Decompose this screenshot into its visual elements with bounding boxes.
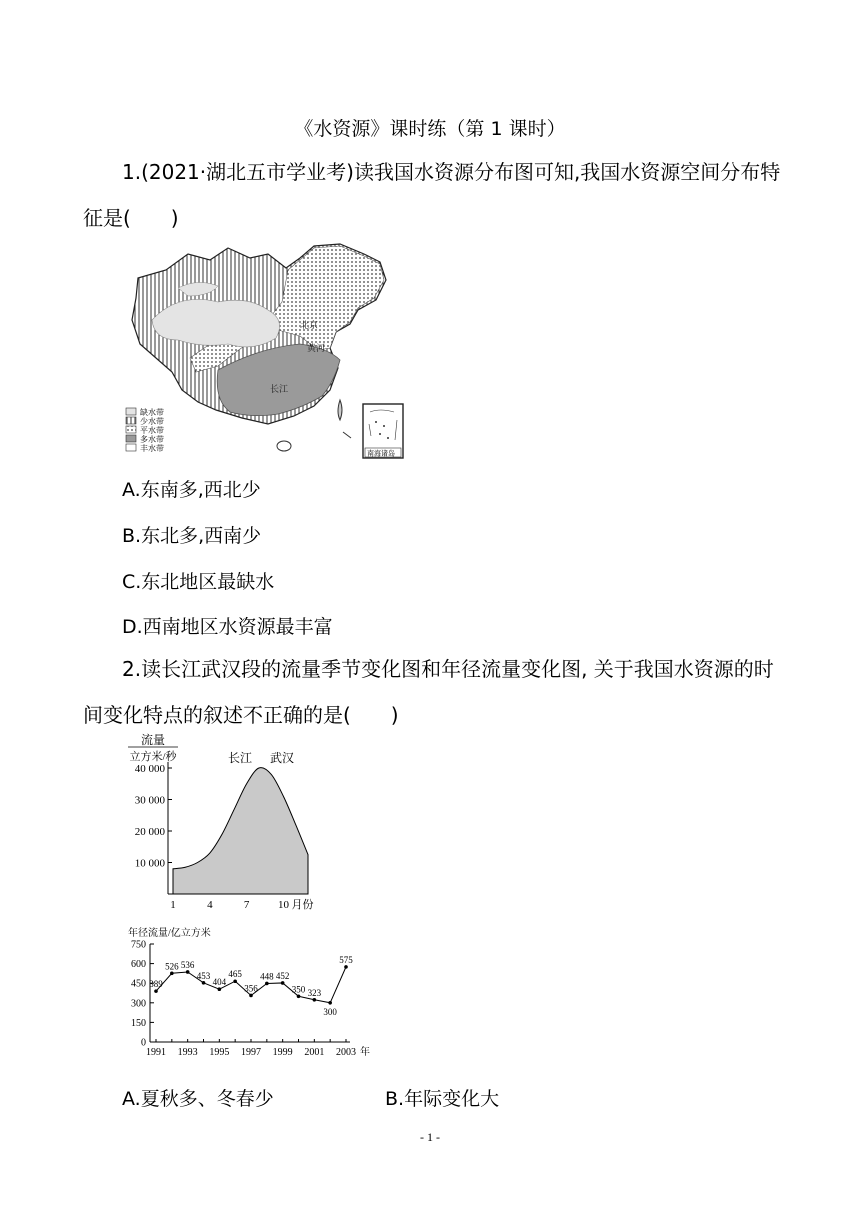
map-region-water-shortage: [152, 299, 280, 347]
map-label-huanghe: 黄河: [307, 343, 326, 353]
chart1-ytick-label: 10 000: [134, 857, 165, 870]
chart2-data-point: [265, 982, 269, 986]
chart2-xtick-label: 1995: [209, 1047, 230, 1058]
q2-option-a[interactable]: A.夏秋多、冬春少: [122, 1088, 274, 1110]
chart2-data-point: [154, 989, 158, 993]
q1-option-a[interactable]: A.东南多,西北少: [122, 479, 261, 501]
chart2-data-label: 389: [149, 979, 163, 990]
wuhan-discharge-seasonal-chart: [118, 732, 338, 912]
chart1-xtick-label: 4: [207, 899, 213, 911]
chart2-ytick-label: 600: [131, 959, 146, 971]
chart2-ylabel: 年径流量/亿立方米: [128, 928, 211, 939]
chart2-data-point: [281, 981, 285, 985]
legend-label-rich: 丰水带: [140, 444, 164, 453]
chart2-data-point: [218, 987, 222, 991]
map-legend: [126, 407, 164, 453]
chart2-xtick-label: 2001: [304, 1047, 325, 1058]
chart1-ylabel-top: 流量: [140, 733, 166, 747]
chart1-annotation-city: 武汉: [270, 751, 295, 765]
q1-option-d[interactable]: D.西南地区水资源最丰富: [122, 616, 333, 638]
south-china-sea-inset: [363, 404, 403, 458]
chart2-data-point: [344, 965, 348, 969]
chart2-data-point: [202, 981, 206, 985]
chart1-area-series: [173, 768, 308, 894]
q1-option-b[interactable]: B.东北多,西南少: [122, 525, 262, 547]
chart1-annotation-river: 长江: [228, 751, 253, 765]
chart2-xtick-label: 1991: [146, 1047, 166, 1058]
legend-label-abundant: 多水带: [140, 435, 164, 444]
chart2-ytick-label: 750: [131, 939, 146, 951]
chart1-xtick-label: 1: [170, 899, 176, 911]
chart2-data-label: 448: [260, 971, 274, 982]
chart2-data-point: [328, 1001, 332, 1005]
question-2-line-1: 2.读长江武汉段的流量季节变化图和年径流量变化图, 关于我国水资源的时: [122, 657, 774, 681]
chart1-ytick-label: 30 000: [134, 794, 165, 807]
chart2-data-point: [249, 994, 253, 998]
chart2-xtick-label: 1999: [272, 1047, 293, 1058]
q1-option-c[interactable]: C.东北地区最缺水: [122, 571, 275, 593]
inset-label-nanhai: 南海诸岛: [367, 449, 395, 458]
chart2-data-point: [313, 998, 317, 1002]
chart1-x-unit: 月份: [291, 899, 314, 911]
chart2-data-label: 453: [196, 970, 211, 981]
document-title: 《水资源》课时练（第 1 课时）: [294, 118, 566, 140]
chart2-data-label: 404: [212, 977, 227, 988]
chart1-ytick-label: 40 000: [134, 763, 165, 775]
chart2-data-point: [186, 970, 190, 974]
legend-label-shortage: 缺水带: [140, 408, 164, 417]
chart1-xtick-label: 10: [277, 899, 289, 911]
chart2-x-unit: 年: [360, 1047, 370, 1058]
chart1-xtick-label: 7: [243, 899, 250, 911]
chart2-ytick-label: 150: [131, 1017, 146, 1029]
chart2-data-label: 356: [244, 983, 258, 994]
question-2-line-2: 间变化特点的叙述不正确的是( ): [83, 703, 399, 727]
chart2-data-label: 536: [180, 959, 195, 970]
chart2-data-label: 323: [307, 987, 322, 998]
legend-label-plain: 平水带: [140, 426, 164, 435]
chart1-ytick-label: 20 000: [134, 826, 165, 838]
q2-option-b[interactable]: B.年际变化大: [385, 1088, 500, 1110]
china-water-resources-map: [118, 240, 408, 462]
chart2-data-point: [233, 979, 237, 983]
chart2-data-label: 575: [339, 954, 353, 965]
map-label-beijing: 北京: [300, 320, 319, 330]
chart2-xtick-label: 1993: [177, 1047, 198, 1058]
chart2-ytick-label: 450: [131, 978, 146, 990]
legend-label-low: 少水带: [140, 417, 164, 426]
question-1-line-1: 1.(2021·湖北五市学业考)读我国水资源分布图可知,我国水资源空间分布特: [122, 160, 781, 184]
question-1-line-2: 征是( ): [83, 206, 179, 230]
chart2-data-label: 526: [165, 961, 179, 972]
chart2-xtick-label: 2003: [336, 1047, 356, 1058]
chart2-ytick-label: 0: [141, 1037, 146, 1049]
annual-runoff-line-chart: [118, 922, 378, 1062]
map-label-changjiang: 长江: [270, 384, 289, 394]
chart2-data-label: 350: [291, 984, 306, 995]
chart2-data-label: 465: [228, 969, 242, 980]
chart1-ylabel-bottom: 立方米/秒: [129, 751, 177, 763]
chart2-ytick-label: 300: [131, 998, 146, 1010]
chart2-data-point: [297, 994, 301, 998]
chart2-data-label: 300: [323, 1006, 337, 1017]
chart2-xtick-label: 1997: [241, 1047, 261, 1058]
page-number: - 1 -: [420, 1130, 440, 1144]
chart2-data-label: 452: [275, 970, 290, 981]
chart2-data-point: [170, 971, 174, 975]
